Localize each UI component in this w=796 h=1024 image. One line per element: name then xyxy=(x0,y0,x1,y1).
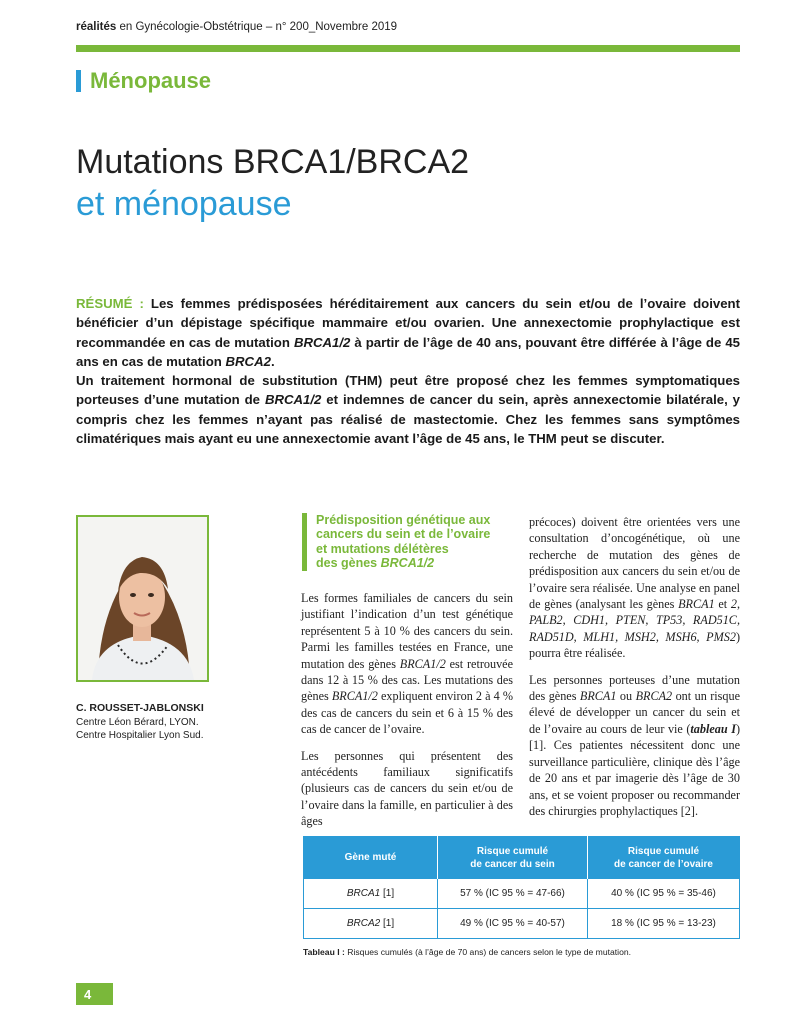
header-breast-risk xyxy=(438,837,588,879)
author-name: C. ROUSSET-JABLONSKI xyxy=(76,702,204,714)
body-text: et xyxy=(714,597,731,612)
gene-list: PALB2, CDH1, PTEN, TP53, RAD51C, RAD51D, MLH1, MSH2, MSH6, PMS2 xyxy=(529,613,740,644)
body-text: est retrouvée dans 12 à 15 % des cas. Les mutations des gènes xyxy=(301,656,513,704)
risk-table xyxy=(303,836,740,939)
table-reference: tableau I xyxy=(690,721,736,736)
author-block xyxy=(76,702,204,742)
rubric-marker xyxy=(76,70,81,92)
caption-text: Risques cumulés (à l’âge de 70 ans) de cancers selon le type de mutation. xyxy=(344,947,632,957)
header-text: Risque cumulé xyxy=(476,845,549,857)
subheading-line: cancers du sein et de l’ovaire xyxy=(316,527,491,542)
journal-brand: réalités xyxy=(76,21,117,33)
body-text: Les formes familiales de cancers du sein justifiant l’indication d’un test génétique représentent 5 à 10 % des cancers du sein. Parmi les familles testées en France, une mutation des gènes xyxy=(301,591,513,671)
abstract-paragraph-1 xyxy=(76,294,740,371)
gene-cell xyxy=(304,909,438,939)
table-row xyxy=(304,909,740,939)
subheading-line: Prédisposition génétique aux xyxy=(316,513,491,527)
gene-name: 2 xyxy=(730,597,737,612)
author-affiliation-1: Centre Léon Bérard, LYON. xyxy=(76,717,199,728)
author-portrait-image xyxy=(78,517,207,680)
abstract-text: Un traitement hormonal de substitution (THM) peut être proposé chez les femmes symptomatiques porteuses d’une mutation de xyxy=(76,373,740,408)
gene-cell xyxy=(304,879,438,909)
gene-name: BRCA2 xyxy=(635,689,673,704)
running-head xyxy=(76,21,397,33)
header-text: de cancer de l’ovaire xyxy=(614,858,713,870)
abstract-text: Les femmes prédisposées héréditairement aux cancers du sein et/ou de l’ovaire doivent bénéficier d’un dépistage spécifique mammaire et/ou ovarien. Une annexectomie prophylactique est recommandée en cas de mutation xyxy=(76,296,740,350)
breast-risk-cell: 49 % (IC 95 % = 40-57) xyxy=(438,909,588,939)
gene-name: BRCA1 xyxy=(579,689,617,704)
body-paragraph: Les personnes qui présentent des antécédents familiaux significatifs (plusieurs cas de cancers du sein et/ou de l’ovaire dans la famille, en particulier à des âges xyxy=(301,748,513,829)
section-subheading xyxy=(302,513,514,571)
body-text: ou xyxy=(616,689,636,704)
gene-name: BRCA2 xyxy=(225,353,271,369)
header-text: Risque cumulé xyxy=(627,845,700,857)
gene-name: BRCA1/2 xyxy=(264,392,322,408)
abstract-text: et indemnes de cancer du sein, après annexectomie bilatérale, y compris chez les femmes n’ayant pas réalisé de mastectomie. Chez les femmes sans symptômes climatériques mais ayant eu une annexectomie avant l’âge de 45 ans, le THM peut se discuter. xyxy=(76,392,740,447)
body-paragraph xyxy=(529,672,740,820)
citation: [1] xyxy=(380,918,395,929)
body-column-2 xyxy=(529,514,740,829)
journal-issue: en Gynécologie-Obstétrique – n° 200_Novembre 2019 xyxy=(116,21,398,33)
subheading-line: des gènes xyxy=(316,556,381,571)
gene-name: BRCA1 xyxy=(678,597,715,612)
abstract-lead: RÉSUMÉ : xyxy=(76,296,144,311)
abstract-text: . xyxy=(270,353,275,369)
author-affiliation-2: Centre Hospitalier Lyon Sud. xyxy=(76,730,204,741)
gene-name: BRCA1 xyxy=(346,888,381,899)
body-text: ) [1]. Ces patientes nécessitent donc une surveillance particulière, clinique dès l’âge de 20 ans et par imagerie dès l’âge de 30 ans, et se voient proposer ou recommander des chirurgies prophylactiques [2]. xyxy=(529,721,740,818)
gene-name: BRCA2 xyxy=(346,918,381,929)
body-text: expliquent environ 2 à 4 % des cas de cancers du sein et 6 à 15 % des cas de cancer de l’ovaire. xyxy=(301,689,513,737)
abstract-text: à partir de l’âge de 40 ans, pouvant être différée à l’âge de 45 ans en cas de mutation xyxy=(76,334,740,369)
body-text: précoces) doivent être orientées vers une consultation d’oncogénétique, où une recherche de mutation des gènes de prédisposition aux cancers du sein et/ou de l’ovaire sera réalisée. Une analyse en panel de gènes (analysant les gènes xyxy=(529,515,740,612)
author-photo xyxy=(76,515,209,682)
body-column-1 xyxy=(301,590,513,840)
header-ovary-risk xyxy=(588,837,740,879)
section-label: Ménopause xyxy=(90,68,212,93)
gene-name: BRCA1/2 xyxy=(380,556,435,571)
top-rule xyxy=(76,45,740,52)
table-header-row xyxy=(304,837,740,879)
gene-name: BRCA1/2 xyxy=(399,656,446,671)
subheading-line: et mutations délétères xyxy=(316,541,449,556)
table-caption xyxy=(303,947,631,957)
page-number: 4 xyxy=(76,983,113,1005)
article-title xyxy=(76,141,469,225)
gene-name: BRCA1/2 xyxy=(293,334,351,350)
body-paragraph xyxy=(529,514,740,662)
gene-name: BRCA1/2 xyxy=(331,689,378,704)
citation: [1] xyxy=(380,888,395,899)
body-text: ont un risque élevé de développer un cancer du sein et de l’ovaire au cours de leur vie ( xyxy=(529,689,741,736)
section-rubric xyxy=(76,68,211,94)
body-paragraph xyxy=(301,590,513,738)
header-gene: Gène muté xyxy=(304,837,438,879)
ovary-risk-cell: 18 % (IC 95 % = 13-23) xyxy=(588,909,740,939)
title-line1: Mutations BRCA1/BRCA2 xyxy=(76,143,470,181)
caption-label: Tableau I : xyxy=(303,947,345,957)
body-text: Les personnes porteuses d’une mutation des gènes xyxy=(529,672,740,704)
header-text: de cancer du sein xyxy=(470,858,555,870)
ovary-risk-cell: 40 % (IC 95 % = 35-46) xyxy=(588,879,740,909)
title-line2: et ménopause xyxy=(76,185,292,223)
abstract xyxy=(76,294,740,448)
breast-risk-cell: 57 % (IC 95 % = 47-66) xyxy=(438,879,588,909)
body-text: , xyxy=(736,597,741,612)
table-row xyxy=(304,879,740,909)
abstract-paragraph-2 xyxy=(76,371,740,448)
body-text: ) pourra être réalisée. xyxy=(529,629,740,661)
